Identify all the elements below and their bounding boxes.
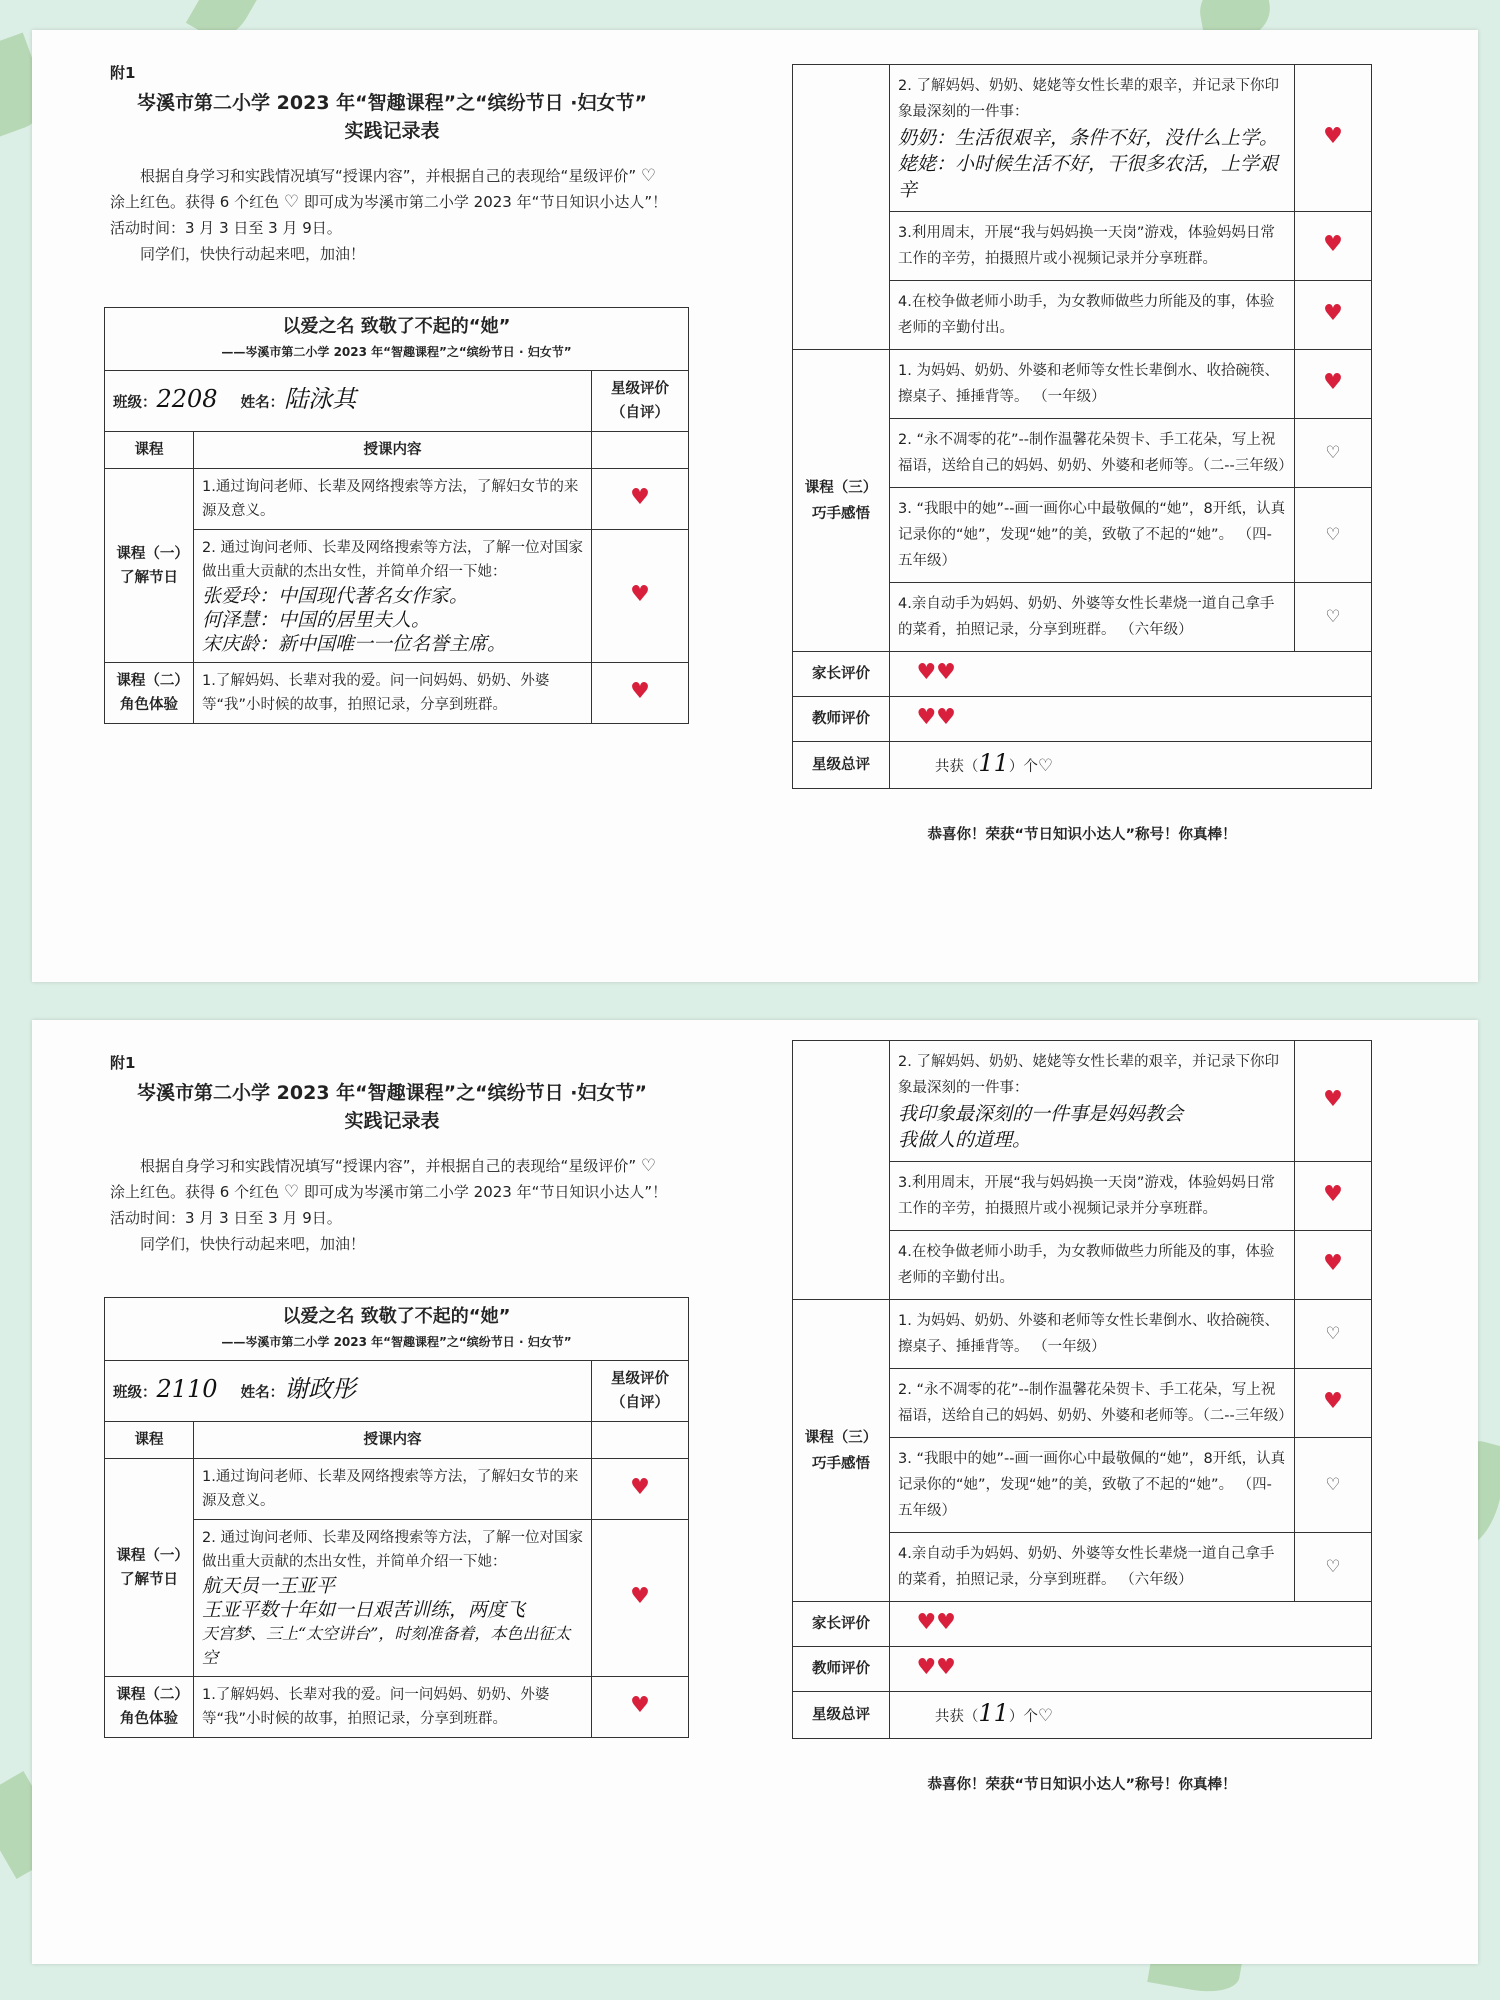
handwritten-answer: 奶奶：生活很艰辛，条件不好，没什么上学。 bbox=[898, 127, 1279, 149]
course-item-text: 2. 了解妈妈、奶奶、姥姥等女性长辈的艰辛，并记录下你印象最深刻的一件事： bbox=[898, 78, 1279, 120]
table-title: 以爱之名 致敬了不起的“她” bbox=[282, 316, 511, 337]
student-info bbox=[105, 1361, 592, 1422]
heart-icon: ♥ bbox=[630, 1693, 650, 1718]
table-title: 以爱之名 致敬了不起的“她” bbox=[282, 1306, 511, 1327]
total-suffix: ）个 bbox=[1008, 759, 1038, 775]
heart-icon: ♥ bbox=[1323, 1389, 1343, 1414]
record-table-right bbox=[792, 64, 1372, 789]
sheet-right-page bbox=[792, 64, 1408, 844]
star-cell bbox=[1295, 1533, 1372, 1602]
total-count: 11 bbox=[978, 1699, 1009, 1727]
heart-icon: ♥ bbox=[936, 1655, 956, 1680]
heart-icon: ♥ bbox=[936, 705, 956, 730]
empty-heart-icon: ♡ bbox=[1325, 606, 1341, 627]
star-cell bbox=[1295, 583, 1372, 652]
column-header-content: 授课内容 bbox=[194, 1422, 592, 1459]
appendix-label: 附1 bbox=[110, 64, 136, 82]
empty-heart-icon: ♡ bbox=[1325, 442, 1341, 463]
column-header-course: 课程 bbox=[105, 432, 194, 469]
total-prefix: 共获（ bbox=[934, 759, 979, 775]
name-value: 谢政彤 bbox=[284, 1375, 357, 1403]
star-cell bbox=[1295, 1041, 1372, 1162]
course-item: 4.在校争做老师小助手，为女教师做些力所能及的事，体验老师的辛勤付出。 bbox=[890, 1231, 1295, 1300]
handwritten-answer: 何泽慧：中国的居里夫人。 bbox=[202, 609, 431, 631]
sheet-title: 岑溪市第二小学 2023 年“智趣课程”之“缤纷节日 ·妇女节” bbox=[137, 1082, 647, 1104]
course-item: 3.利用周末，开展“我与妈妈换一天岗”游戏，体验妈妈日常工作的辛劳，拍摄照片或小视频记录并分享班群。 bbox=[890, 1162, 1295, 1231]
handwritten-answer: 天宫梦、三上“太空讲台”，时刻准备着，本色出征太空 bbox=[202, 1624, 571, 1667]
parent-eval-hearts bbox=[890, 1602, 1372, 1647]
star-rating-header: 星级评价（自评） bbox=[592, 371, 689, 432]
heart-icon: ♥ bbox=[630, 1584, 650, 1609]
total-label: 星级总评 bbox=[793, 742, 890, 789]
handwritten-answer: 张爱玲：中国现代著名女作家。 bbox=[202, 585, 469, 607]
course-2-label: 课程（二）角色体验 bbox=[105, 1677, 194, 1738]
heart-icon: ♥ bbox=[916, 660, 937, 685]
congrats-text: 恭喜你！荣获“节日知识小达人”称号！你真棒！ bbox=[927, 827, 1237, 843]
column-header-course: 课程 bbox=[105, 1422, 194, 1459]
instructions-text: 即可成为岑溪市第二小学 2023 年“节日知识小达人”！活动时间：3 月 3 日至 3 月 9日。 bbox=[110, 1183, 668, 1227]
parent-eval-label: 家长评价 bbox=[793, 652, 890, 697]
instructions-text: 根据自身学习和实践情况填写“授课内容”，并根据自己的表现给“星级评价” bbox=[140, 1157, 637, 1175]
class-value: 2208 bbox=[156, 385, 218, 413]
course-item: 3. “我眼中的她”--画一画你心中最敬佩的“她”，8开纸，认真记录你的“她”，发现“她”的美，致敬了不起的“她”。 （四-五年级） bbox=[890, 488, 1295, 583]
empty-heart-icon: ♡ bbox=[283, 192, 300, 212]
empty-heart-icon: ♡ bbox=[1325, 1323, 1341, 1344]
heart-icon: ♥ bbox=[1323, 1182, 1343, 1207]
heart-icon: ♥ bbox=[916, 705, 937, 730]
course-item: 1.了解妈妈、长辈对我的爱。问一问妈妈、奶奶、外婆等“我”小时候的故事，拍照记录，分享到班群。 bbox=[194, 663, 592, 724]
heart-icon: ♥ bbox=[630, 679, 650, 704]
course-item: 4.亲自动手为妈妈、奶奶、外婆等女性长辈烧一道自己拿手的菜肴，拍照记录，分享到班群。 （六年级） bbox=[890, 583, 1295, 652]
record-table-left bbox=[104, 1297, 689, 1738]
appendix-label: 附1 bbox=[110, 1054, 136, 1072]
sheet-left-page bbox=[72, 62, 712, 724]
empty-heart-icon: ♡ bbox=[1325, 1556, 1341, 1577]
course-item: 3.利用周末，开展“我与妈妈换一天岗”游戏，体验妈妈日常工作的辛劳，拍摄照片或小视频记录并分享班群。 bbox=[890, 212, 1295, 281]
heart-icon: ♥ bbox=[630, 1475, 650, 1500]
course-item-text: 2. 了解妈妈、奶奶、姥姥等女性长辈的艰辛，并记录下你印象最深刻的一件事： bbox=[898, 1054, 1279, 1096]
encouragement-text: 同学们，快快行动起来吧，加油！ bbox=[140, 1235, 366, 1253]
total-suffix: ）个 bbox=[1008, 1709, 1038, 1725]
heart-icon: ♥ bbox=[1323, 370, 1343, 395]
star-cell bbox=[592, 663, 689, 724]
star-cell bbox=[1295, 419, 1372, 488]
handwritten-answer: 航天员一王亚平 bbox=[202, 1575, 336, 1597]
total-value-cell bbox=[890, 1692, 1372, 1739]
course-item-with-answer bbox=[890, 65, 1295, 212]
star-cell bbox=[1295, 65, 1372, 212]
student-info bbox=[105, 371, 592, 432]
star-cell bbox=[592, 1459, 689, 1520]
table-subtitle: ——岑溪市第二小学 2023 年“智趣课程”之“缤纷节日 · 妇女节” bbox=[221, 345, 572, 359]
empty-heart-icon: ♡ bbox=[283, 1182, 300, 1202]
sheet-subtitle: 实践记录表 bbox=[344, 1110, 440, 1132]
star-cell bbox=[1295, 488, 1372, 583]
sheet-subtitle: 实践记录表 bbox=[344, 120, 440, 142]
heart-icon: ♥ bbox=[1323, 232, 1343, 257]
instructions-text: 即可成为岑溪市第二小学 2023 年“节日知识小达人”！活动时间：3 月 3 日至 3 月 9日。 bbox=[110, 193, 668, 237]
star-cell bbox=[592, 1677, 689, 1738]
star-cell bbox=[1295, 1438, 1372, 1533]
record-table-right bbox=[792, 1040, 1372, 1739]
star-cell bbox=[1295, 1369, 1372, 1438]
course-item: 1.通过询问老师、长辈及网络搜索等方法，了解妇女节的来源及意义。 bbox=[194, 1459, 592, 1520]
class-value: 2110 bbox=[156, 1375, 218, 1403]
star-cell bbox=[1295, 1231, 1372, 1300]
name-value: 陆泳其 bbox=[284, 385, 357, 413]
handwritten-answer: 宋庆龄：新中国唯一一位名誉主席。 bbox=[202, 633, 507, 655]
course-3-label: 课程（三）巧手感悟 bbox=[793, 350, 890, 652]
empty-heart-icon: ♡ bbox=[1325, 1474, 1341, 1495]
column-header-content: 授课内容 bbox=[194, 432, 592, 469]
empty-heart-icon: ♡ bbox=[1325, 524, 1341, 545]
instructions-text: 涂上红色。获得 6 个红色 bbox=[110, 193, 280, 211]
record-sheet-2 bbox=[32, 1020, 1478, 1964]
course-item: 2. “永不凋零的花”--制作温馨花朵贺卡、手工花朵，写上祝福语，送给自己的妈妈、奶奶、外婆和老师等。（二--三年级） bbox=[890, 419, 1295, 488]
course-item: 1.了解妈妈、长辈对我的爱。问一问妈妈、奶奶、外婆等“我”小时候的故事，拍照记录，分享到班群。 bbox=[194, 1677, 592, 1738]
course-item-text: 2. 通过询问老师、长辈及网络搜索等方法，了解一位对国家做出重大贡献的杰出女性，并简单介绍一下她： bbox=[202, 1530, 583, 1570]
handwritten-answer: 我印象最深刻的一件事是妈妈教会 bbox=[898, 1103, 1184, 1125]
course-item: 2. “永不凋零的花”--制作温馨花朵贺卡、手工花朵，写上祝福语，送给自己的妈妈、奶奶、外婆和老师等。（二--三年级） bbox=[890, 1369, 1295, 1438]
course-1-label: 课程（一）了解节日 bbox=[105, 469, 194, 663]
table-header bbox=[105, 308, 689, 371]
course-item: 1. 为妈妈、奶奶、外婆和老师等女性长辈倒水、收拾碗筷、擦桌子、捶捶背等。 （一年级） bbox=[890, 1300, 1295, 1369]
course-item: 3. “我眼中的她”--画一画你心中最敬佩的“她”，8开纸，认真记录你的“她”，发现“她”的美，致敬了不起的“她”。 （四-五年级） bbox=[890, 1438, 1295, 1533]
course-item: 4.亲自动手为妈妈、奶奶、外婆等女性长辈烧一道自己拿手的菜肴，拍照记录，分享到班群。 （六年级） bbox=[890, 1533, 1295, 1602]
handwritten-answer: 我做人的道理。 bbox=[898, 1129, 1032, 1151]
course-3-label: 课程（三）巧手感悟 bbox=[793, 1300, 890, 1602]
class-label: 班级： bbox=[113, 395, 157, 411]
teacher-eval-hearts bbox=[890, 1647, 1372, 1692]
heart-icon: ♥ bbox=[916, 1610, 937, 1635]
sheet-right-page bbox=[792, 1040, 1408, 1794]
table-header bbox=[105, 1298, 689, 1361]
name-label: 姓名： bbox=[240, 1385, 285, 1401]
heart-icon: ♥ bbox=[630, 582, 650, 607]
star-cell bbox=[1295, 212, 1372, 281]
course-item-with-answer bbox=[194, 530, 592, 663]
record-sheet-1 bbox=[32, 30, 1478, 982]
class-label: 班级： bbox=[113, 1385, 157, 1401]
course-item: 1.通过询问老师、长辈及网络搜索等方法，了解妇女节的来源及意义。 bbox=[194, 469, 592, 530]
handwritten-answer: 王亚平数十年如一日艰苦训练，两度飞 bbox=[202, 1599, 526, 1621]
instructions-text: 涂上红色。获得 6 个红色 bbox=[110, 1183, 280, 1201]
encouragement-text: 同学们，快快行动起来吧，加油！ bbox=[140, 245, 366, 263]
star-cell bbox=[592, 469, 689, 530]
course-1-label: 课程（一）了解节日 bbox=[105, 1459, 194, 1677]
record-table-left bbox=[104, 307, 689, 724]
star-cell bbox=[592, 1520, 689, 1677]
heart-icon: ♥ bbox=[936, 660, 956, 685]
teacher-eval-label: 教师评价 bbox=[793, 697, 890, 742]
star-cell bbox=[1295, 1300, 1372, 1369]
sheet-left-page bbox=[72, 1052, 712, 1738]
parent-eval-hearts bbox=[890, 652, 1372, 697]
teacher-eval-label: 教师评价 bbox=[793, 1647, 890, 1692]
total-label: 星级总评 bbox=[793, 1692, 890, 1739]
heart-icon: ♥ bbox=[936, 1610, 956, 1635]
total-count: 11 bbox=[978, 749, 1009, 777]
course-item: 4.在校争做老师小助手，为女教师做些力所能及的事，体验老师的辛勤付出。 bbox=[890, 281, 1295, 350]
course-item-with-answer bbox=[890, 1041, 1295, 1162]
heart-icon: ♥ bbox=[630, 485, 650, 510]
star-cell bbox=[592, 530, 689, 663]
empty-heart-icon: ♡ bbox=[640, 166, 657, 186]
empty-heart-icon: ♡ bbox=[1037, 756, 1054, 776]
instructions-text: 根据自身学习和实践情况填写“授课内容”，并根据自己的表现给“星级评价” bbox=[140, 167, 637, 185]
heart-icon: ♥ bbox=[1323, 1251, 1343, 1276]
congrats-text: 恭喜你！荣获“节日知识小达人”称号！你真棒！ bbox=[927, 1777, 1237, 1793]
total-value-cell bbox=[890, 742, 1372, 789]
parent-eval-label: 家长评价 bbox=[793, 1602, 890, 1647]
star-cell bbox=[1295, 1162, 1372, 1231]
course-item-text: 2. 通过询问老师、长辈及网络搜索等方法，了解一位对国家做出重大贡献的杰出女性，并简单介绍一下她： bbox=[202, 540, 583, 580]
course-item: 1. 为妈妈、奶奶、外婆和老师等女性长辈倒水、收拾碗筷、擦桌子、捶捶背等。 （一年级） bbox=[890, 350, 1295, 419]
instructions bbox=[110, 1153, 670, 1257]
heart-icon: ♥ bbox=[1323, 124, 1343, 149]
course-2-label: 课程（二）角色体验 bbox=[105, 663, 194, 724]
sheet-title: 岑溪市第二小学 2023 年“智趣课程”之“缤纷节日 ·妇女节” bbox=[137, 92, 647, 114]
instructions bbox=[110, 163, 670, 267]
teacher-eval-hearts bbox=[890, 697, 1372, 742]
table-subtitle: ——岑溪市第二小学 2023 年“智趣课程”之“缤纷节日 · 妇女节” bbox=[221, 1335, 572, 1349]
empty-heart-icon: ♡ bbox=[640, 1156, 657, 1176]
heart-icon: ♥ bbox=[1323, 301, 1343, 326]
heart-icon: ♥ bbox=[1323, 1087, 1343, 1112]
star-cell bbox=[1295, 350, 1372, 419]
star-rating-header: 星级评价（自评） bbox=[592, 1361, 689, 1422]
star-cell bbox=[1295, 281, 1372, 350]
total-prefix: 共获（ bbox=[934, 1709, 979, 1725]
handwritten-answer: 姥姥：小时候生活不好，干很多农活，上学艰辛 bbox=[898, 153, 1279, 201]
name-label: 姓名： bbox=[240, 395, 285, 411]
heart-icon: ♥ bbox=[916, 1655, 937, 1680]
course-item-with-answer bbox=[194, 1520, 592, 1677]
empty-heart-icon: ♡ bbox=[1037, 1706, 1054, 1726]
